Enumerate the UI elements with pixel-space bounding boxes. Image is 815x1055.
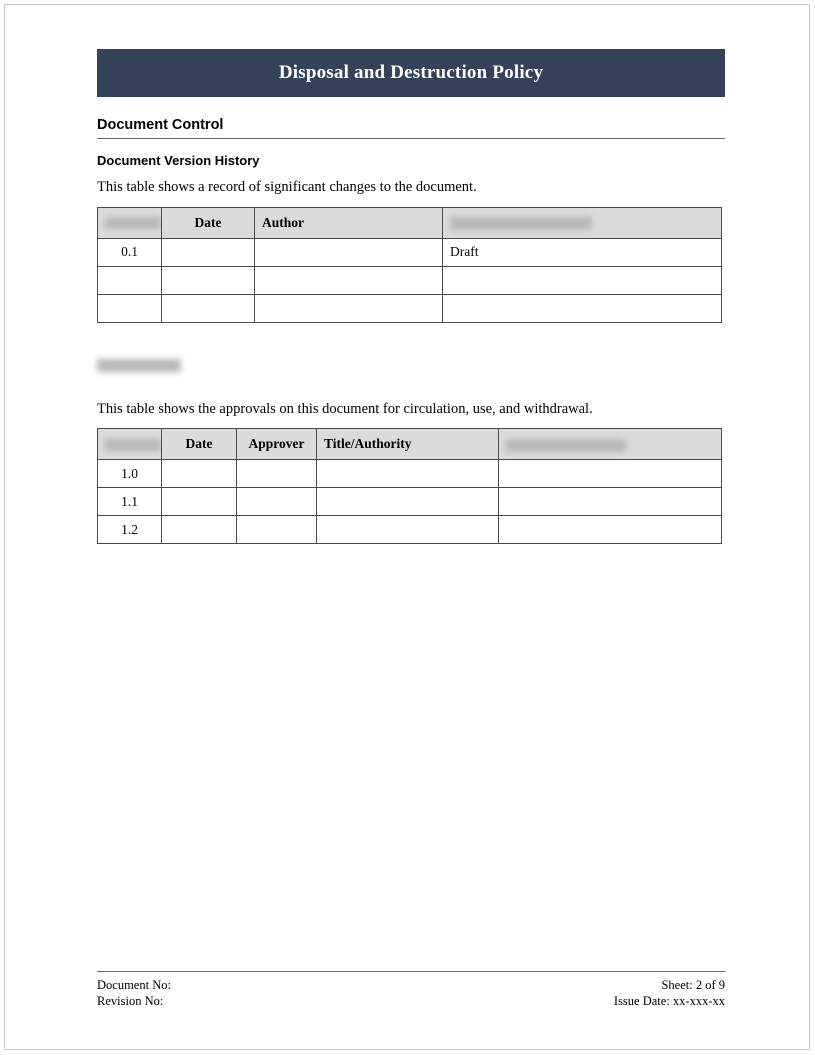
table-row bbox=[98, 294, 722, 322]
column-header-version-redacted bbox=[98, 429, 162, 460]
column-header-version-redacted bbox=[98, 207, 162, 238]
subheading-version-history: Document Version History bbox=[97, 153, 260, 168]
document-page bbox=[4, 4, 810, 1050]
approvals-table bbox=[97, 428, 722, 544]
cell-extra bbox=[499, 460, 722, 488]
footer-divider bbox=[97, 971, 725, 972]
cell-date bbox=[162, 488, 237, 516]
column-header-title-authority: Title/Authority bbox=[317, 429, 499, 460]
version-history-table bbox=[97, 207, 722, 323]
cell-approver bbox=[237, 488, 317, 516]
redaction-block bbox=[105, 439, 161, 451]
redaction-block bbox=[97, 359, 181, 372]
table-row bbox=[98, 516, 722, 544]
column-header-author: Author bbox=[255, 207, 443, 238]
cell-notes bbox=[443, 266, 722, 294]
cell-title-authority bbox=[317, 516, 499, 544]
column-header-notes-redacted bbox=[443, 207, 722, 238]
table-header-row bbox=[98, 207, 722, 238]
cell-date bbox=[162, 238, 255, 266]
column-header-date: Date bbox=[162, 207, 255, 238]
section-heading-document-control: Document Control bbox=[97, 117, 725, 139]
column-header-extra-redacted bbox=[499, 429, 722, 460]
page-title: Disposal and Destruction Policy bbox=[278, 62, 544, 83]
table-row bbox=[98, 460, 722, 488]
table-row bbox=[98, 488, 722, 516]
table-row bbox=[98, 266, 722, 294]
cell-notes bbox=[443, 294, 722, 322]
footer-line-2 bbox=[97, 993, 725, 1009]
footer-document-no: Document No: bbox=[97, 978, 171, 992]
cell-version: 1.2 bbox=[98, 516, 162, 544]
cell-version: 1.0 bbox=[98, 460, 162, 488]
cell-extra bbox=[499, 516, 722, 544]
cell-date bbox=[162, 266, 255, 294]
version-history-intro: This table shows a record of significant changes to the document. bbox=[97, 179, 477, 195]
subheading-approvals-redacted bbox=[97, 359, 185, 374]
cell-date bbox=[162, 294, 255, 322]
document-body bbox=[97, 49, 725, 544]
cell-author bbox=[255, 294, 443, 322]
cell-title-authority bbox=[317, 488, 499, 516]
table-header-row bbox=[98, 429, 722, 460]
footer-revision-no: Revision No: bbox=[97, 994, 164, 1009]
column-header-date: Date bbox=[162, 429, 237, 460]
footer-issue-date: Issue Date: xx-xxx-xx bbox=[613, 994, 725, 1009]
document-title-banner bbox=[97, 49, 725, 97]
cell-version bbox=[98, 294, 162, 322]
section-gap bbox=[97, 323, 725, 359]
cell-approver bbox=[237, 516, 317, 544]
column-header-approver: Approver bbox=[237, 429, 317, 460]
approvals-intro: This table shows the approvals on this document for circulation, use, and withdrawal. bbox=[97, 400, 593, 417]
heading-gap bbox=[97, 386, 725, 400]
redaction-block bbox=[105, 217, 161, 229]
footer-sheet-number: Sheet: 2 of 9 bbox=[661, 978, 725, 992]
page-footer bbox=[97, 971, 725, 1010]
cell-author bbox=[255, 238, 443, 266]
redaction-block bbox=[506, 439, 626, 452]
cell-version: 0.1 bbox=[98, 238, 162, 266]
cell-notes: Draft bbox=[443, 238, 722, 266]
cell-approver bbox=[237, 460, 317, 488]
cell-version: 1.1 bbox=[98, 488, 162, 516]
footer-line-1 bbox=[97, 977, 725, 993]
cell-date bbox=[162, 516, 237, 544]
cell-title-authority bbox=[317, 460, 499, 488]
cell-extra bbox=[499, 488, 722, 516]
cell-date bbox=[162, 460, 237, 488]
redaction-block bbox=[450, 217, 592, 230]
table-row bbox=[98, 238, 722, 266]
cell-author bbox=[255, 266, 443, 294]
cell-version bbox=[98, 266, 162, 294]
